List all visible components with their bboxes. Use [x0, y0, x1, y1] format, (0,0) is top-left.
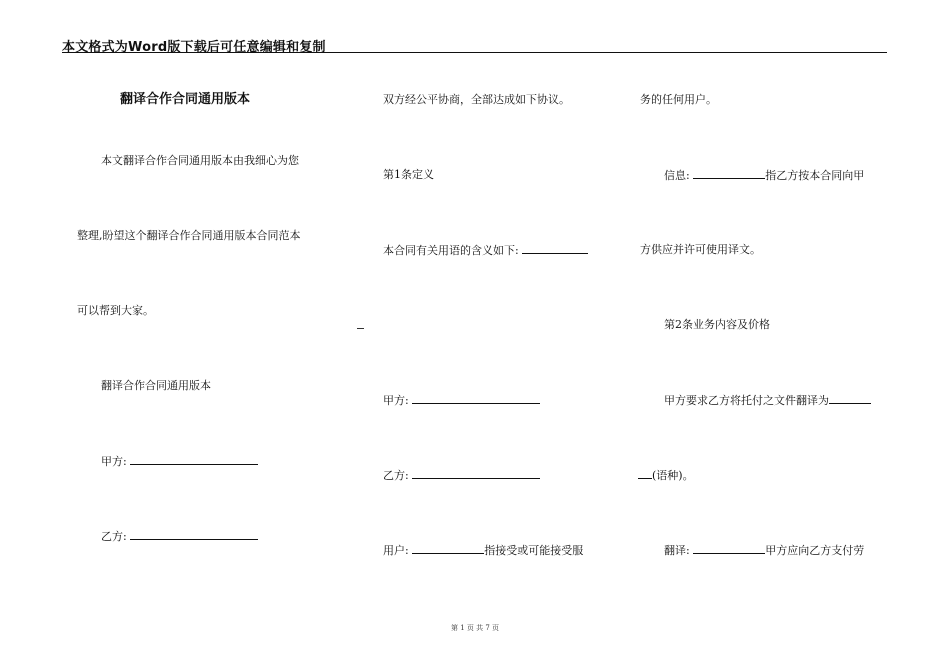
- document-title: 翻译合作合同通用版本: [120, 92, 251, 107]
- header-divider: [62, 52, 887, 53]
- article-2-heading: 第2条业务内容及价格: [664, 318, 770, 331]
- intro-line-1: 本文翻译合作合同通用版本由我细心为您: [101, 154, 299, 167]
- middle-party-b-blank: [412, 468, 540, 479]
- translation-blank: [693, 543, 765, 554]
- party-a-label: 甲方:: [101, 455, 127, 468]
- middle-party-a-blank: [412, 393, 540, 404]
- middle-party-b-line: [383, 468, 540, 483]
- translation-definition-line: [664, 543, 864, 558]
- info-label: 信息:: [664, 169, 690, 182]
- middle-party-a-label: 甲方:: [383, 394, 409, 407]
- party-b-blank: [130, 529, 258, 540]
- request-text: 甲方要求乙方将托付之文件翻译为: [664, 394, 829, 407]
- user-text: 指接受或可能接受服: [484, 544, 584, 557]
- middle-party-b-label: 乙方:: [383, 469, 409, 482]
- language-line: [638, 468, 694, 483]
- party-a-line: [101, 454, 258, 469]
- user-definition-cont: 务的任何用户。: [640, 93, 717, 106]
- language-text: (语种)。: [652, 469, 694, 482]
- translation-request-line: [664, 393, 871, 408]
- column-dash-mark: [357, 328, 364, 329]
- info-blank: [693, 168, 765, 179]
- intro-line-2: 整理,盼望这个翻译合作合同通用版本合同范本: [77, 229, 301, 242]
- language-blank: [638, 468, 652, 479]
- translation-text: 甲方应向乙方支付劳: [765, 544, 865, 557]
- page-number: 第 1 页 共 7 页: [450, 624, 500, 632]
- article-1-heading: 第1条定义: [383, 168, 434, 181]
- user-label: 用户:: [383, 544, 409, 557]
- party-a-blank: [130, 454, 258, 465]
- header-title: 本文格式为Word版下载后可任意编辑和复制: [62, 40, 326, 55]
- party-b-line: [101, 529, 258, 544]
- definitions-line: [383, 243, 588, 258]
- party-b-label: 乙方:: [101, 530, 127, 543]
- info-definition-cont: 方供应并许可使用译文。: [640, 243, 761, 256]
- middle-party-a-line: [383, 393, 540, 408]
- translation-label: 翻译:: [664, 544, 690, 557]
- user-definition-line: [383, 543, 583, 558]
- definitions-blank: [522, 243, 588, 254]
- user-blank: [412, 543, 484, 554]
- section-subtitle: 翻译合作合同通用版本: [101, 379, 211, 392]
- info-text: 指乙方按本合同向甲: [765, 169, 865, 182]
- target-language-blank: [829, 393, 871, 404]
- definitions-label: 本合同有关用语的含义如下:: [383, 244, 519, 257]
- info-definition-line: [664, 168, 864, 183]
- intro-line-3: 可以帮到大家。: [77, 304, 154, 317]
- agreement-line: 双方经公平协商，全部达成如下协议。: [383, 93, 570, 106]
